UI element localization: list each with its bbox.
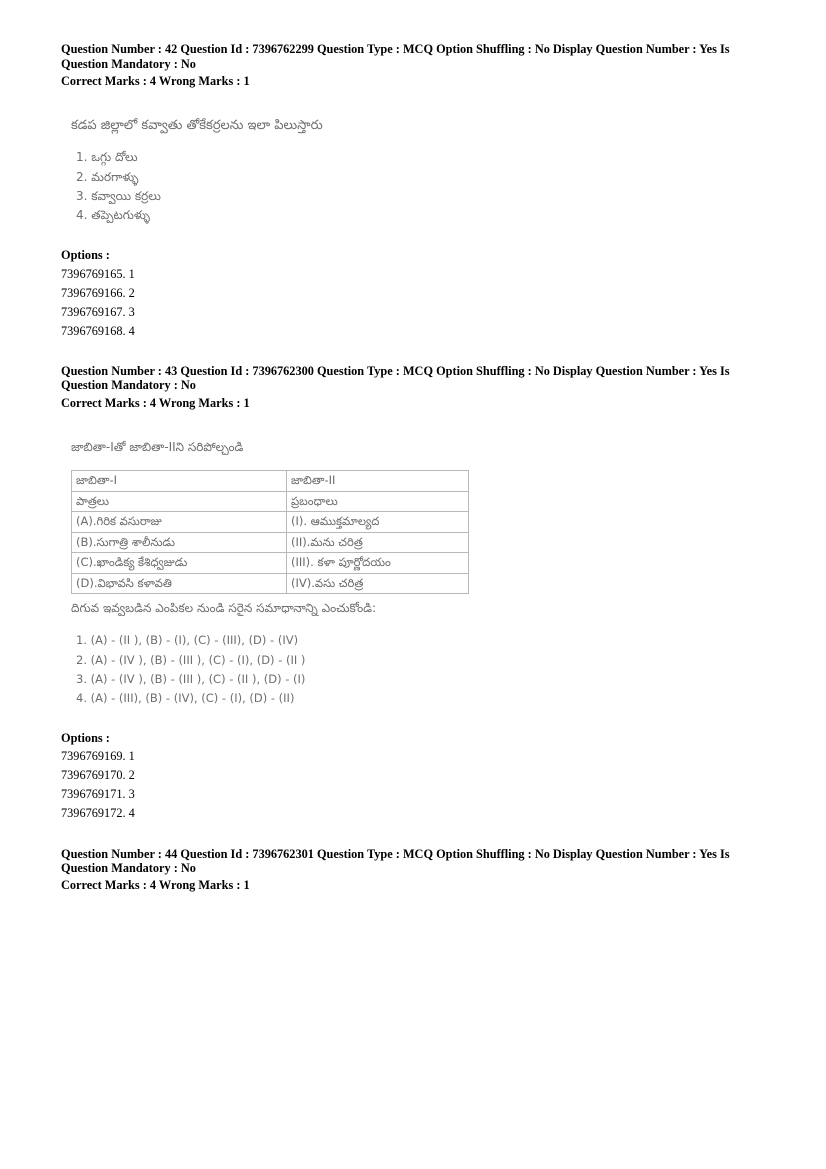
- question-marks: Correct Marks : 4 Wrong Marks : 1: [61, 878, 250, 892]
- choice-item: 2. మరగాళ్ళు: [76, 170, 139, 184]
- question-marks: Correct Marks : 4 Wrong Marks : 1: [61, 74, 250, 88]
- choice-item: 1. ఒగ్గు దోలు: [76, 150, 138, 164]
- options-label: Options :: [61, 731, 110, 745]
- option-line: 7396769170. 2: [61, 768, 135, 782]
- choice-item: 3. (A) - (IV ), (B) - (III ), (C) - (II ), (D) - (I): [76, 672, 306, 686]
- table-row: [72, 532, 469, 553]
- option-line: 7396769165. 1: [61, 267, 135, 281]
- choice-item: 4. తప్పెటగుళ్ళు: [76, 208, 151, 222]
- table-cell: (I). ఆముక్తమాల్యద: [287, 512, 469, 533]
- table-cell: (II).మను చరిత్ర: [287, 532, 469, 553]
- table-cell: (A).గిరిక వసురాజు: [72, 512, 287, 533]
- table-cell: (IV).వసు చరిత్ర: [287, 573, 469, 594]
- table-cell: జాబితా-II: [287, 471, 469, 492]
- question-mandatory: Question Mandatory : No: [61, 57, 196, 71]
- question-stem: జాబితా-Iతో జాబితా-IIని సరిపోల్చండి: [71, 440, 244, 454]
- table-cell: (C).ఖాండిక్య కేశిధ్వజుడు: [72, 553, 287, 574]
- option-line: 7396769172. 4: [61, 806, 135, 820]
- choice-item: 1. (A) - (II ), (B) - (I), (C) - (III), (D) - (IV): [76, 633, 299, 647]
- table-cell: (D).విభావసి కళావతి: [72, 573, 287, 594]
- table-row: [72, 553, 469, 574]
- table-row: [72, 491, 469, 512]
- question-stem: కడప జిల్లాలో కవ్వాతు తోకేకర్రలను ఇలా పిలుస్తారు: [71, 118, 323, 133]
- options-label: Options :: [61, 248, 110, 262]
- question-mandatory: Question Mandatory : No: [61, 861, 196, 875]
- choice-item: 3. కవ్వాయి కర్రలు: [76, 189, 161, 203]
- table-cell: (III). కళా పూర్ణోదయం: [287, 553, 469, 574]
- option-line: 7396769166. 2: [61, 286, 135, 300]
- table-row: [72, 573, 469, 594]
- option-line: 7396769171. 3: [61, 787, 135, 801]
- question-instruction: దిగువ ఇవ్వబడిన ఎంపికల నుండి సరైన సమాధానాన్ని ఎంచుకోండి:: [71, 601, 377, 615]
- question-header: Question Number : 42 Question Id : 7396762299 Question Type : MCQ Option Shuffling : No Display Question Number : Yes Is: [61, 42, 730, 56]
- choice-item: 4. (A) - (III), (B) - (IV), (C) - (I), (D) - (II): [76, 691, 295, 705]
- question-header: Question Number : 44 Question Id : 7396762301 Question Type : MCQ Option Shuffling : No Display Question Number : Yes Is: [61, 847, 730, 861]
- table-cell: (B).సుగాత్రి శాలీనుడు: [72, 532, 287, 553]
- choice-item: 2. (A) - (IV ), (B) - (III ), (C) - (I), (D) - (II ): [76, 653, 306, 667]
- option-line: 7396769168. 4: [61, 324, 135, 338]
- table-cell: పాత్రలు: [72, 491, 287, 512]
- table-cell: జాబితా-I: [72, 471, 287, 492]
- question-marks: Correct Marks : 4 Wrong Marks : 1: [61, 396, 250, 410]
- question-header: Question Number : 43 Question Id : 7396762300 Question Type : MCQ Option Shuffling : No Display Question Number : Yes Is: [61, 364, 730, 378]
- table-cell: ప్రబంధాలు: [287, 491, 469, 512]
- matching-table: [71, 470, 469, 594]
- option-line: 7396769167. 3: [61, 305, 135, 319]
- option-line: 7396769169. 1: [61, 749, 135, 763]
- table-row: [72, 512, 469, 533]
- question-mandatory: Question Mandatory : No: [61, 378, 196, 392]
- table-row: [72, 471, 469, 492]
